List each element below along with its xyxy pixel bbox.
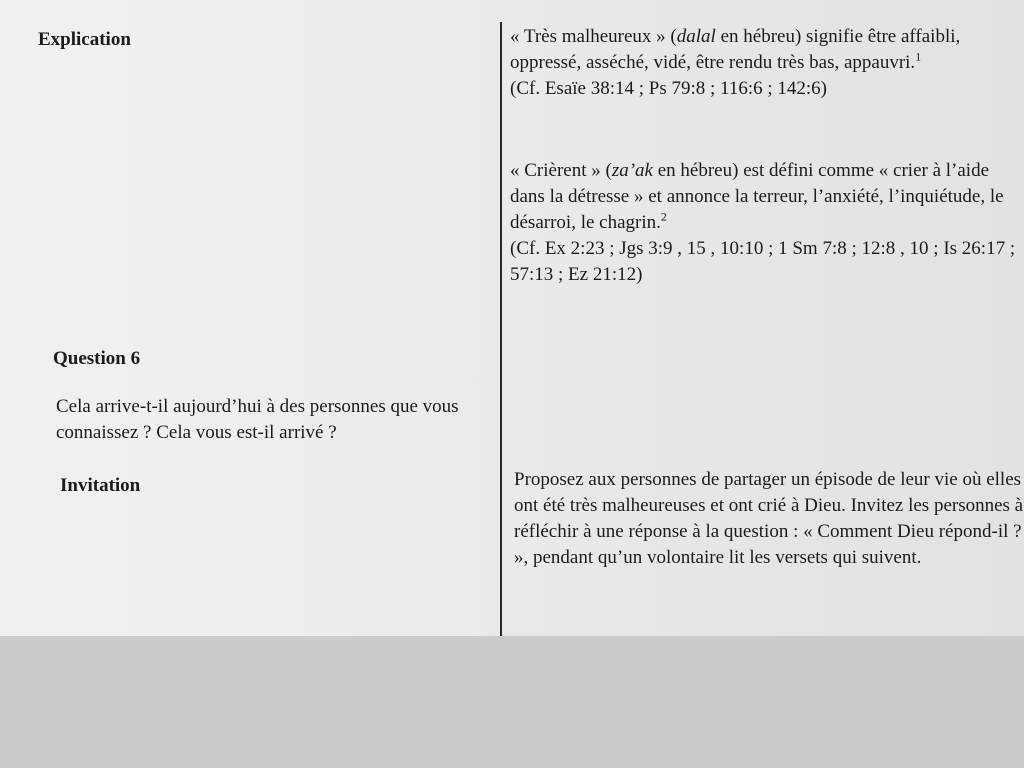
explication-zaak (510, 158, 1022, 288)
label-explication: Explication (38, 29, 131, 50)
dalal-term: dalal (676, 26, 716, 47)
explication-zaak-definition (510, 158, 1022, 236)
question-text: Cela arrive-t-il aujourd’hui à des personnes que vous connaissez ? Cela vous est-il arrivé ? (56, 396, 459, 443)
explication-dalal (510, 24, 1022, 102)
background-surface (0, 636, 1024, 768)
label-question-6: Question 6 (53, 348, 141, 369)
dalal-quote: « Très malheureux » ( (510, 26, 677, 47)
explication-dalal-definition (510, 24, 1022, 76)
explication-dalal-refs: (Cf. Esaïe 38:14 ; Ps 79:8 ; 116:6 ; 142:6) (510, 78, 828, 99)
zaak-definition-text: en hébreu) est défini comme « crier à l’aide dans la détresse » et annonce la terreur, l’anxiété, l’inquiétude, le désarroi, le chagrin. (510, 160, 1004, 233)
footnote-marker-1: 1 (915, 49, 922, 64)
column-divider (500, 22, 502, 636)
invitation-text: Proposez aux personnes de partager un épisode de leur vie où elles ont été très malheureuses et ont crié à Dieu. Invitez les personnes à réfléchir à une réponse à la question : « Comment Dieu répond-il ? », pendant qu’un volontaire lit les versets qui suivent. (514, 469, 1024, 568)
zaak-quote: « Crièrent » ( (510, 160, 612, 181)
zaak-term: za’ak (611, 160, 653, 181)
label-invitation: Invitation (60, 475, 141, 496)
dalal-definition-text: en hébreu) signifie être affaibli, oppressé, asséché, vidé, être rendu très bas, appauvri. (510, 26, 961, 73)
footnote-marker-2: 2 (660, 209, 667, 224)
explication-zaak-refs: (Cf. Ex 2:23 ; Jgs 3:9 , 15 , 10:10 ; 1 Sm 7:8 ; 12:8 , 10 ; Is 26:17 ; 57:13 ; Ez 21:12) (510, 238, 1016, 285)
